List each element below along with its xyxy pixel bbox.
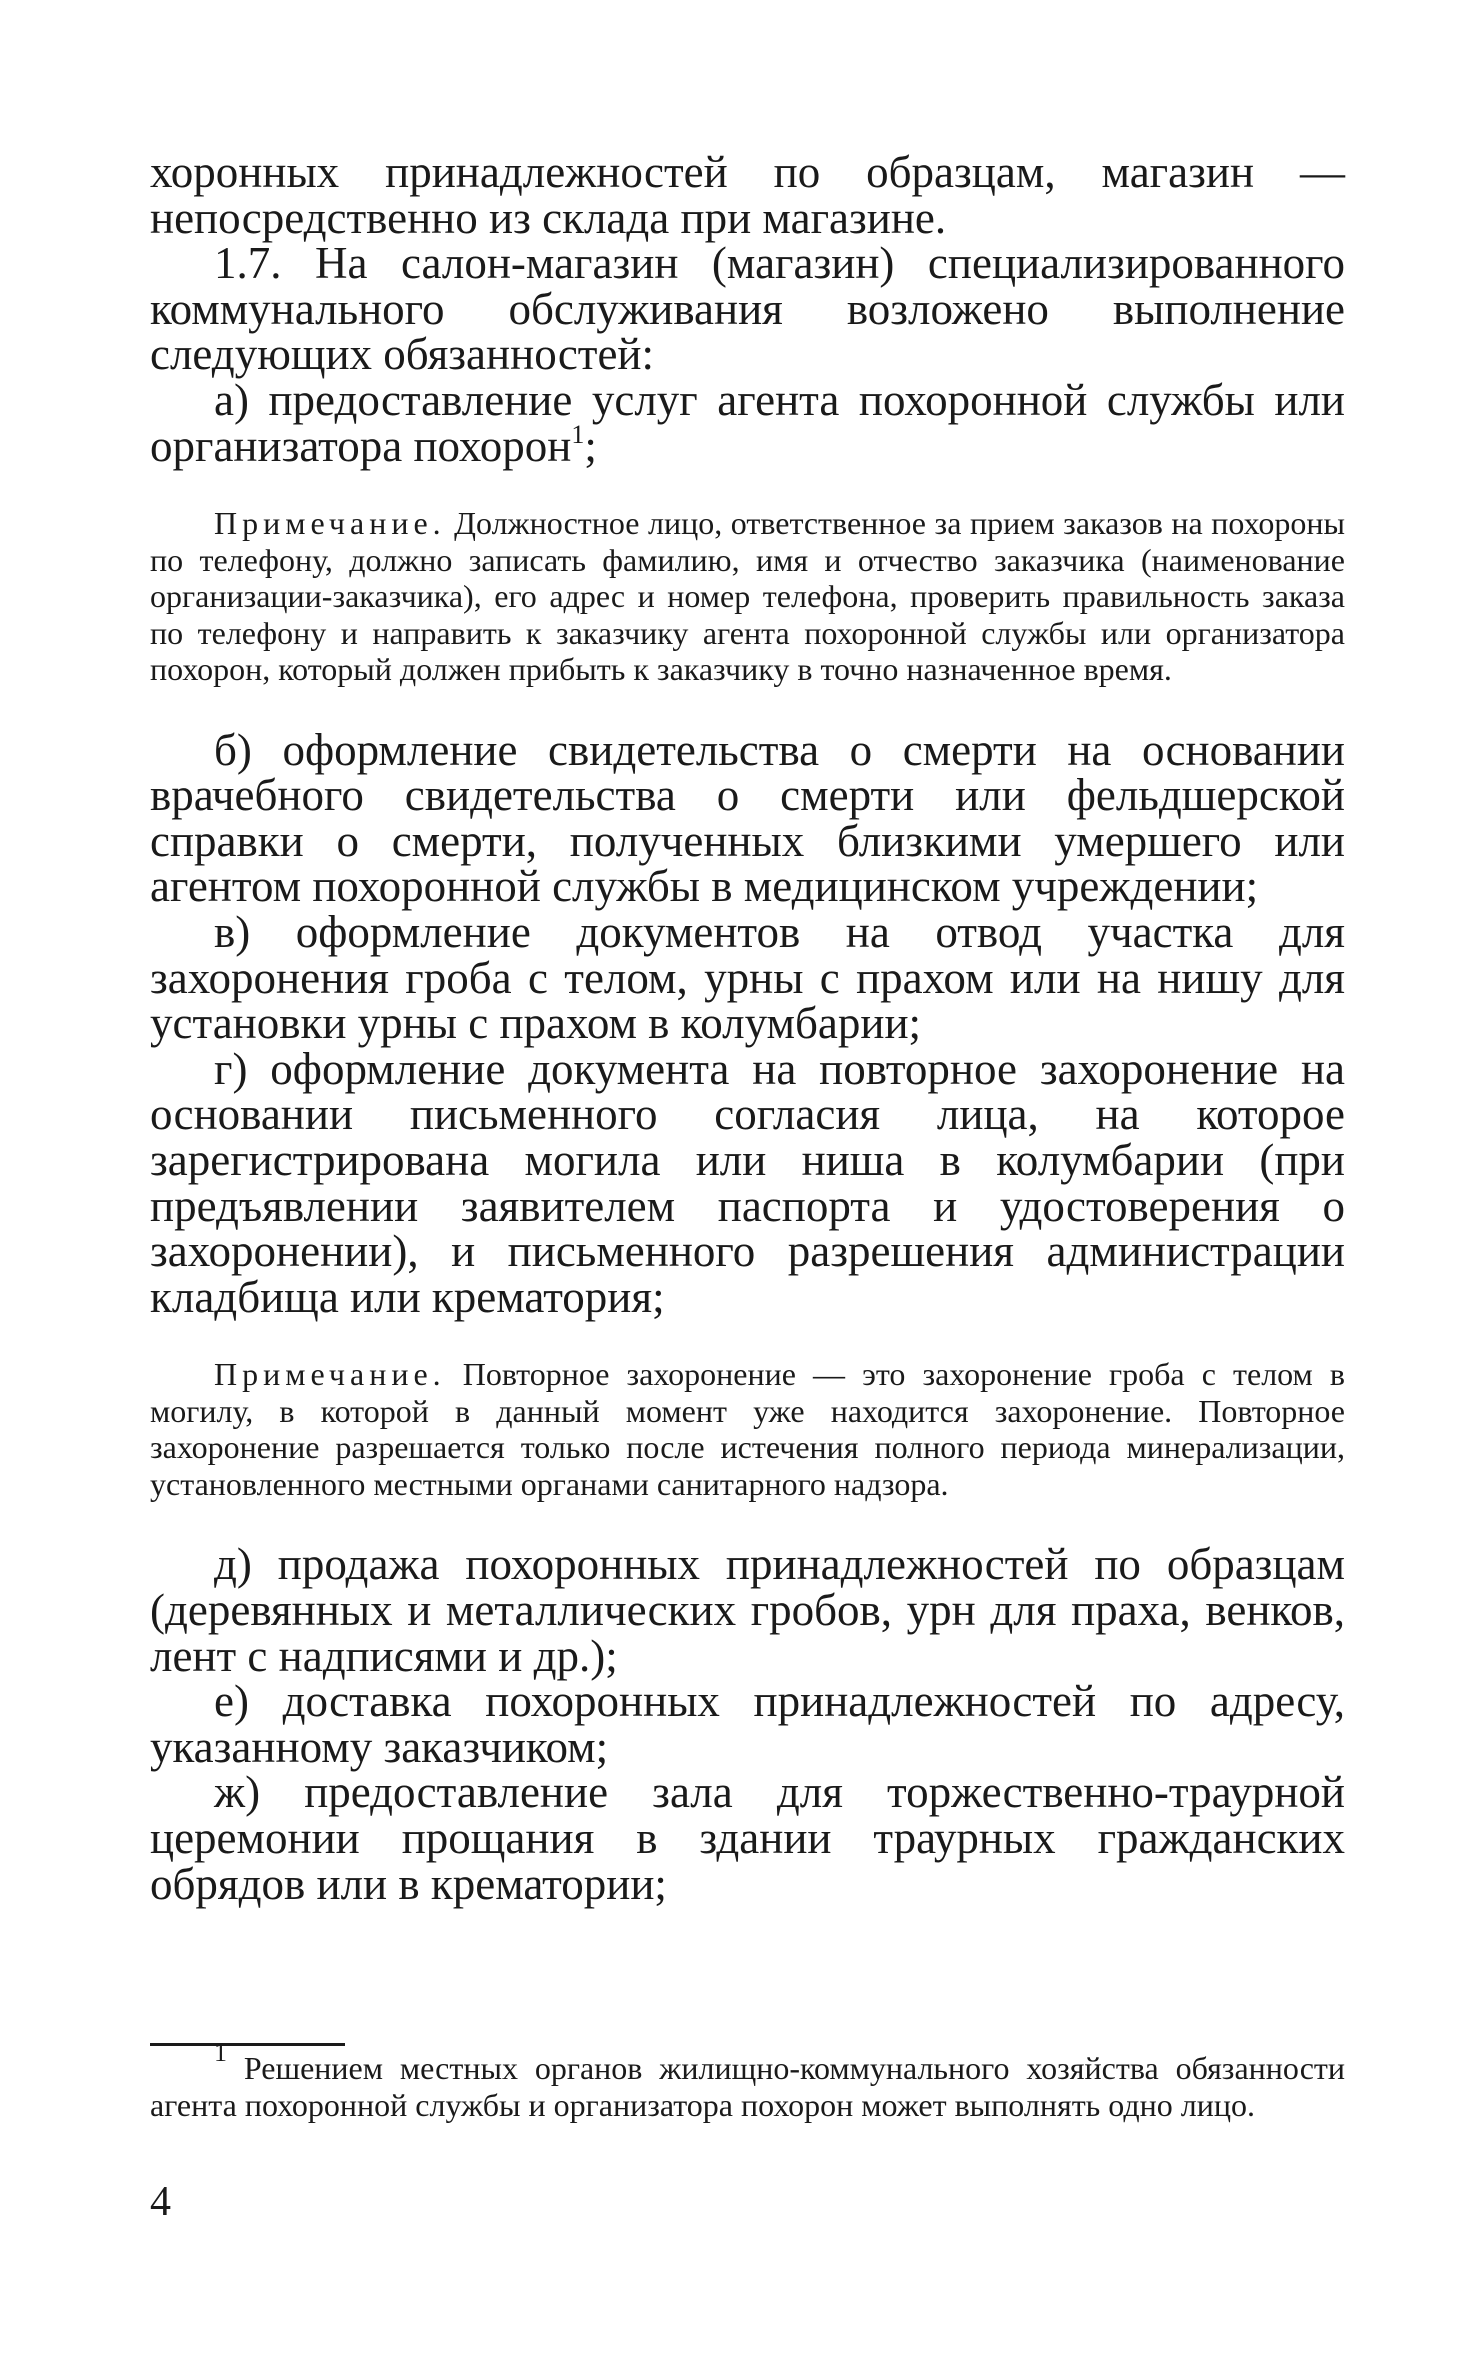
footnote-reference: 1 [571,419,585,449]
note-1 [150,505,1345,688]
note-1-text: Должностное лицо, ответственное за прием заказов на похороны по телефону, должно записать фамилию, имя и отчество заказчика (наименование организации-заказчика), его адрес и номер телефона, проверить правильность заказа по телефону и направить к заказчику агента похоронной службы или организатора похорон, который должен прибыть к заказчику в точно назначенное время. [150,505,1345,688]
note-2-text: Повторное захоронение — это захоронение гроба с телом в могилу, в которой в данный момент уже находится захоронение. Повторное захоронение разрешается только после истечения полного периода минерализации, установленного местными органами санитарного надзора. [150,1356,1345,1502]
note-1-label: Примечание. [214,505,446,542]
footnote-divider [150,2043,345,2046]
item-a-end: ; [584,420,597,471]
item-zh: ж) предоставление зала для торжественно-траурной церемонии прощания в здании траурных гражданских обрядов или в крематории; [150,1767,1345,1909]
footnote-mark: 1 [214,2038,227,2067]
footnote [150,2038,1345,2123]
item-g: г) оформление документа на повторное захоронение на основании письменного согласия лица, на которое зарегистрирована могила или ниша в колумбарии (при предъявлении заявителем паспорта и удостоверения о захоронении), и письменного разрешения администрации кладбища или крематория; [150,1043,1345,1322]
section-number: 1.7. [214,238,282,289]
item-d: д) продажа похоронных принадлежностей по образцам (деревянных и металлических гробов, урн для праха, венков, лент с надписями и др.); [150,1539,1345,1681]
note-2-label: Примечание. [214,1356,446,1393]
item-e: е) доставка похоронных принадлежностей по адресу, указанному заказчиком; [150,1676,1345,1772]
note-2 [150,1356,1345,1502]
item-b: б) оформление свидетельства о смерти на основании врачебного свидетельства о смерти или фельдшерской справки о смерти, полученных близкими умершего или агентом похоронной службы в медицинском учреждении; [150,724,1345,912]
section-text: На салон-магазин (магазин) специализированного коммунального обслуживания возложено выполнение следующих обязанностей: [150,238,1345,380]
intro-paragraph: хоронных принадлежностей по образцам, магазин — непосредственно из склада при магазине. [150,147,1345,243]
page-number: 4 [150,2179,171,2225]
item-v: в) оформление документов на отвод участка для захоронения гроба с телом, урны с прахом или на нишу для установки урны с прахом в колумбарии; [150,907,1345,1049]
item-a-text: а) предоставление услуг агента похоронной службы или организатора похорон [150,374,1345,471]
main-text [150,147,1345,1909]
item-a [150,374,1345,471]
section-1-7 [150,238,1345,380]
footnote-text: Решением местных органов жилищно-коммунального хозяйства обязанности агента похоронной службы и организатора похорон может выполнять одно лицо. [150,2050,1345,2123]
